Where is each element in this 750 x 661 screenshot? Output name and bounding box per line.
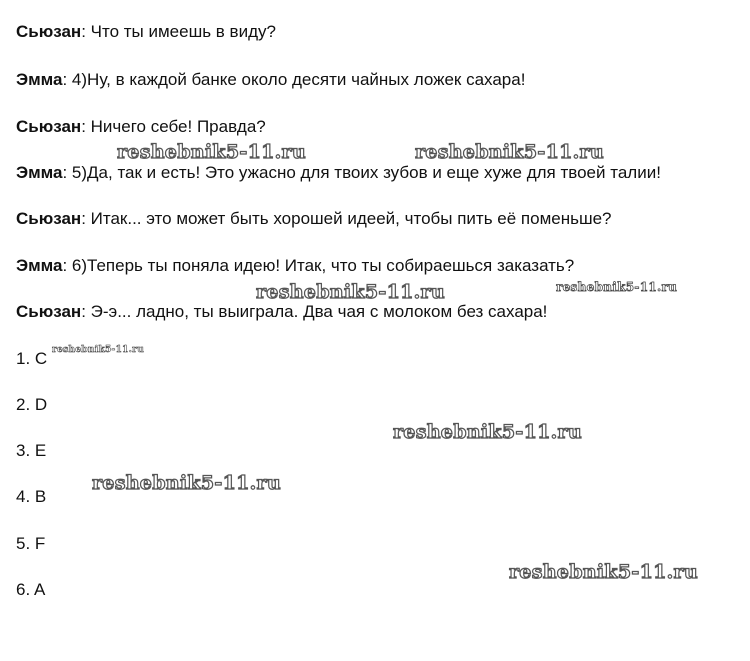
dialogue-line-3 <box>16 117 266 137</box>
watermark: reshebnik5-11.ru <box>393 421 582 443</box>
dialogue-line-4 <box>16 163 661 183</box>
dialogue-line-2 <box>16 70 525 90</box>
speaker-name: Эмма <box>16 163 63 182</box>
dialogue-text: : 5)Да, так и есть! Это ужасно для твоих зубов и еще хуже для твоей талии! <box>62 163 661 182</box>
watermark: reshebnik5-11.ru <box>92 472 281 494</box>
answer-item-6: 6. A <box>16 580 46 599</box>
watermark: reshebnik5-11.ru <box>509 561 698 583</box>
dialogue-text: : Итак... это может быть хорошей идеей, чтобы пить её поменьше? <box>81 209 612 228</box>
speaker-name: Сьюзан <box>16 209 82 228</box>
speaker-name: Эмма <box>16 70 63 89</box>
dialogue-text: : Э-э... ладно, ты выиграла. Два чая с молоком без сахара! <box>81 302 548 321</box>
watermark: reshebnik5-11.ru <box>256 281 445 303</box>
speaker-name: Сьюзан <box>16 22 82 41</box>
answer-item-3: 3. E <box>16 441 47 460</box>
speaker-name: Сьюзан <box>16 117 82 136</box>
watermark: reshebnik5-11.ru <box>52 345 145 355</box>
dialogue-text: : Ничего себе! Правда? <box>81 117 266 136</box>
dialogue-line-7 <box>16 302 547 322</box>
answer-item-5: 5. F <box>16 534 46 553</box>
dialogue-line-1 <box>16 22 276 42</box>
watermark: reshebnik5-11.ru <box>556 280 678 294</box>
speaker-name: Эмма <box>16 256 63 275</box>
dialogue-text: : Что ты имеешь в виду? <box>81 22 276 41</box>
speaker-name: Сьюзан <box>16 302 82 321</box>
dialogue-text: : 6)Теперь ты поняла идею! Итак, что ты собираешься заказать? <box>62 256 575 275</box>
watermark: reshebnik5-11.ru <box>415 141 604 163</box>
watermark: reshebnik5-11.ru <box>117 141 306 163</box>
answer-item-2: 2. D <box>16 395 48 414</box>
answer-item-1: 1. C <box>16 349 48 368</box>
dialogue-line-5 <box>16 209 612 229</box>
dialogue-text: : 4)Ну, в каждой банке около десяти чайных ложек сахара! <box>62 70 526 89</box>
dialogue-line-6 <box>16 256 574 276</box>
answer-item-4: 4. B <box>16 487 47 506</box>
